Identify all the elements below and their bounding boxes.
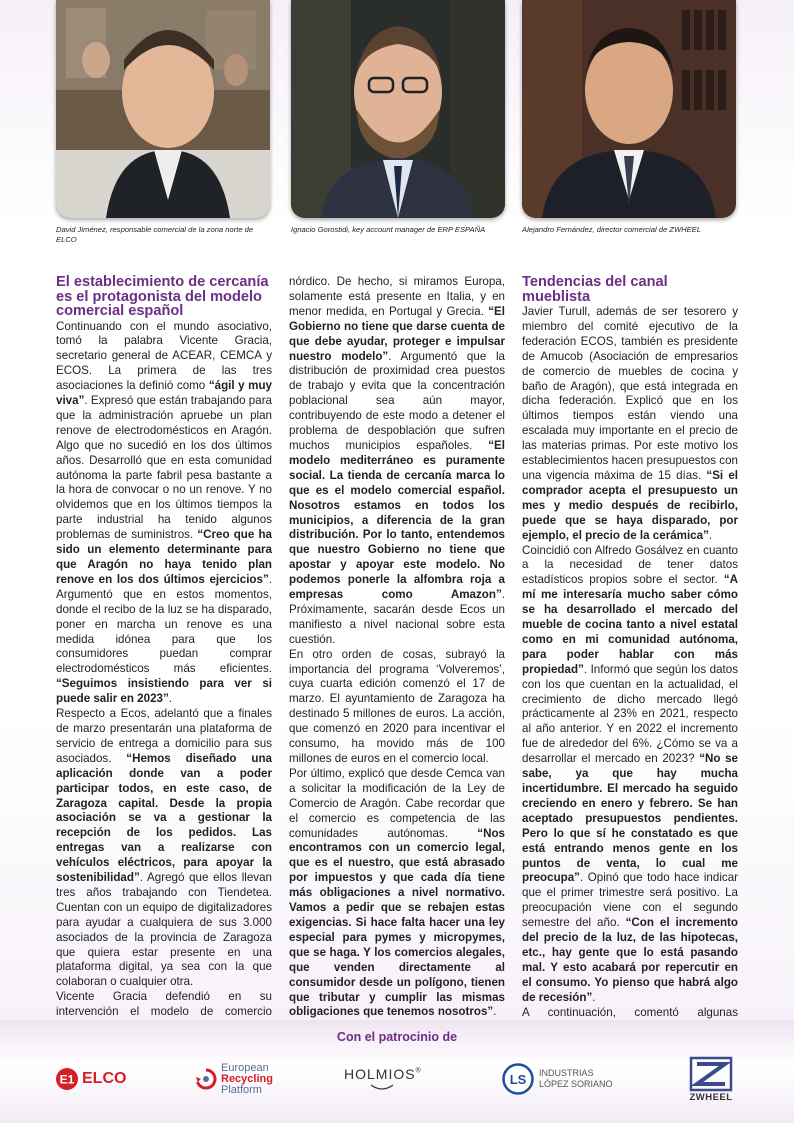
industrias-lopez-soriano-logo: LS INDUSTRIAS LÓPEZ SORIANO (502, 1050, 613, 1108)
article-column-2 (289, 275, 505, 1020)
photo-caption: David Jiménez, responsable comercial de la zona norte de ELCO (56, 225, 254, 244)
holmios-logo: HOLMIOS® (344, 1050, 421, 1108)
photo-david-jimenez (56, 0, 270, 218)
erp-logo: European Recycling Platform (195, 1050, 273, 1108)
smile-icon (367, 1084, 397, 1092)
photo-alejandro-fernandez (522, 0, 736, 218)
paragraph: En otro orden de cosas, subrayó la importancia del programa ‘Volveremos’, cuya cuarta edición comenzó el 17 de marzo. El ayuntamiento de Zaragoza ha destinado 5 millones de euros. La acción, que comenzó en 2020 para incentivar el consumo, ha movido más de 100 millones de euros en el comercio local. (289, 647, 505, 765)
section-heading: El establecimiento de cercanía es el protagonista del modelo comercial español (56, 274, 269, 319)
article-column-3 (522, 275, 738, 1050)
elco-mark-icon (55, 1067, 79, 1091)
zwheel-logo: ZWHEEL (688, 1050, 734, 1108)
paragraph: Javier Turull, además de ser tesorero y miembro del comité ejecutivo de la federación ECOS, también es presidente de Amucob (Asociación de empresarios de comercio de muebles de cocina y baño de Aragón), que está integrada en dicha federación. Explicó que en los últimos tiempos están viendo una escalada muy importante en el precio de las materias primas. Por este motivo los establecimientos hacen presupuestos con una vigencia máxima de 15 días. “Si el comprador acepta el presupuesto un mes y medio después de recibirlo, puede que se haya disparado, por ejemplo, el precio de la cerámica”. (522, 305, 738, 542)
photo-ignacio-gorostidi (291, 0, 505, 218)
sponsor-title: Con el patrocinio de (336, 1030, 458, 1044)
svg-text:LS: LS (509, 1072, 527, 1087)
paragraph: A continuación, comentó algunas (522, 1005, 738, 1019)
svg-text:E1: E1 (59, 1072, 75, 1087)
paragraph: Coincidió con Alfredo Gosálvez en cuanto a la necesidad de tener datos estadísticos propios sobre el sector. “A mí me interesaría mucho saber cómo se ha desarrollado el mercado del mueble de cocina tanto a nivel estatal como en mi comunidad autónoma, para poder hablar con más propiedad”. Informó que según los datos con los que cuentan en la actualidad, el crecimiento de dicho mercado llegó prácticamente al 23% en 2021, respecto al año anterior. Y en 2022 el incremento fue de alrededor del 6%. ¿Cómo se va a desarrollar el mercado en 2023? “No se sabe, ya que hay mucha incertidumbre. El mercado ha seguido creciendo en enero y febrero. Se han aceptado presupuestos pendientes. Pero lo que sí he constatado es que está entrando menos gente en los puntos de venta, lo cual me preocupa”. Opinó que todo hace indicar que el primer trimestre será positivo. La preocupación viene con el segundo semestre del año. “Con el incremento del precio de la luz, de las hipotecas, etc., hay gente que lo está pasando mal. Y esto acabará por repercutir en el consumo. Yo pienso que habrá algo de recesión”. (522, 543, 738, 1004)
paragraph: nórdico. De hecho, si miramos Europa, solamente está presente en Italia, y en menor medida, en Portugal y Grecia. “El Gobierno no tiene que darse cuenta de que debe ayudar, proteger e impulsar nuestro modelo”. Argumentó que la distribución de proximidad crea puestos de trabajo y evita que la concentración poblacional sea aún mayor, contribuyendo de este modo a detener el problema de despoblación que sufren muchos municipios españoles. “El modelo mediterráneo es puramente social. La tienda de cercanía marca lo que es el modelo comercial español. Nosotros estamos en todos los municipios, a diferencia de la gran distribución. Por lo tanto, entendemos que nuestro Gobierno no tiene que apostar y apoyar este modelo. No podemos ponerle la alfombra roja a empresas como Amazon”. Próximamente, sacarán desde Ecos un manifiesto a nivel nacional sobre esta cuestión. (289, 275, 505, 646)
paragraph: Por último, explicó que desde Cemca van a solicitar la modificación de la Ley de Comercio de Aragón. Cabe recordar que el comercio es competencia de las comunidades autónomas. “Nos encontramos con un comercio legal, que es el nuestro, que está abrasado por impuestos y que cada día tiene más obligaciones a nivel normativo. Vamos a pedir que se rebajen estas exigencias. Si hace falta hacer una ley especial para pymes y micropymes, que se haga. Y los comercios alegales, que venden directamente al consumidor desde un polígono, tienen que tributar y cumplir las mismas obligaciones que tenemos nosotros”. (289, 766, 505, 1019)
paragraph: Respecto a Ecos, adelantó que a finales de marzo presentarán una plataforma de servicio de entrega a domicilio para sus asociados. “Hemos diseñado una aplicación donde van a poder participar todos, en este caso, de Zaragoza capital. Desde la propia asociación se va a gestionar la recepción de los pedidos. Las entregas van a realizarse con vehículos eléctricos, para apoyar la sostenibilidad”. Agregó que ellos llevan tres años trabajando con Tiendetea. Cuentan con un equipo de digitalizadores para ayudar a cualquiera de sus 3.000 asociados de la provincia de Zaragoza que quiera estar presente en una plataforma digital, ya sea con la que colaboran o cualquier otra. (56, 707, 272, 989)
paragraph: Continuando con el mundo asociativo, tomó la palabra Vicente Gracia, secretario general de ACEAR, CEMCA y ECOS. La primera de las tres asociaciones la definió como “ágil y muy viva”. Expresó que están trabajando para que la administración apruebe un plan renove de electrodomésticos en Aragón. Algo que no sucedió en los dos últimos años. Desarrolló que en esta comunidad autónoma la parte fabril pesa bastante a la hora de convocar o no un renove. Y no olvidemos que en los últimos tiempos la parte industrial ha tenido algunos problemas de suministros. “Creo que ha sido un elemento determinante para que Aragón no haya tenido plan renove en los dos últimos ejercicios”. Argumentó que en estos momentos, donde el recibo de la luz se ha disparado, poner en marcha un renove es una medida idónea para que los consumidores puedan comprar electrodomésticos más eficientes. “Seguimos insistiendo para ver si puede salir en 2023”. (56, 319, 273, 706)
recycling-icon (195, 1068, 217, 1090)
section-heading: Tendencias del canal mueblista (522, 274, 668, 305)
photo-caption: Ignacio Gorostidi, key account manager de ERP ESPAÑA (291, 225, 486, 234)
photo-caption: Alejandro Fernández, director comercial de ZWHEEL (522, 225, 701, 234)
zwheel-mark-icon (688, 1056, 734, 1092)
paragraph: Vicente Gracia defendió en su intervención el modelo de comercio (56, 990, 272, 1019)
elco-logo: E1 ELCO (55, 1050, 126, 1108)
article-column-1 (56, 275, 272, 1050)
ls-mark-icon (502, 1063, 534, 1095)
